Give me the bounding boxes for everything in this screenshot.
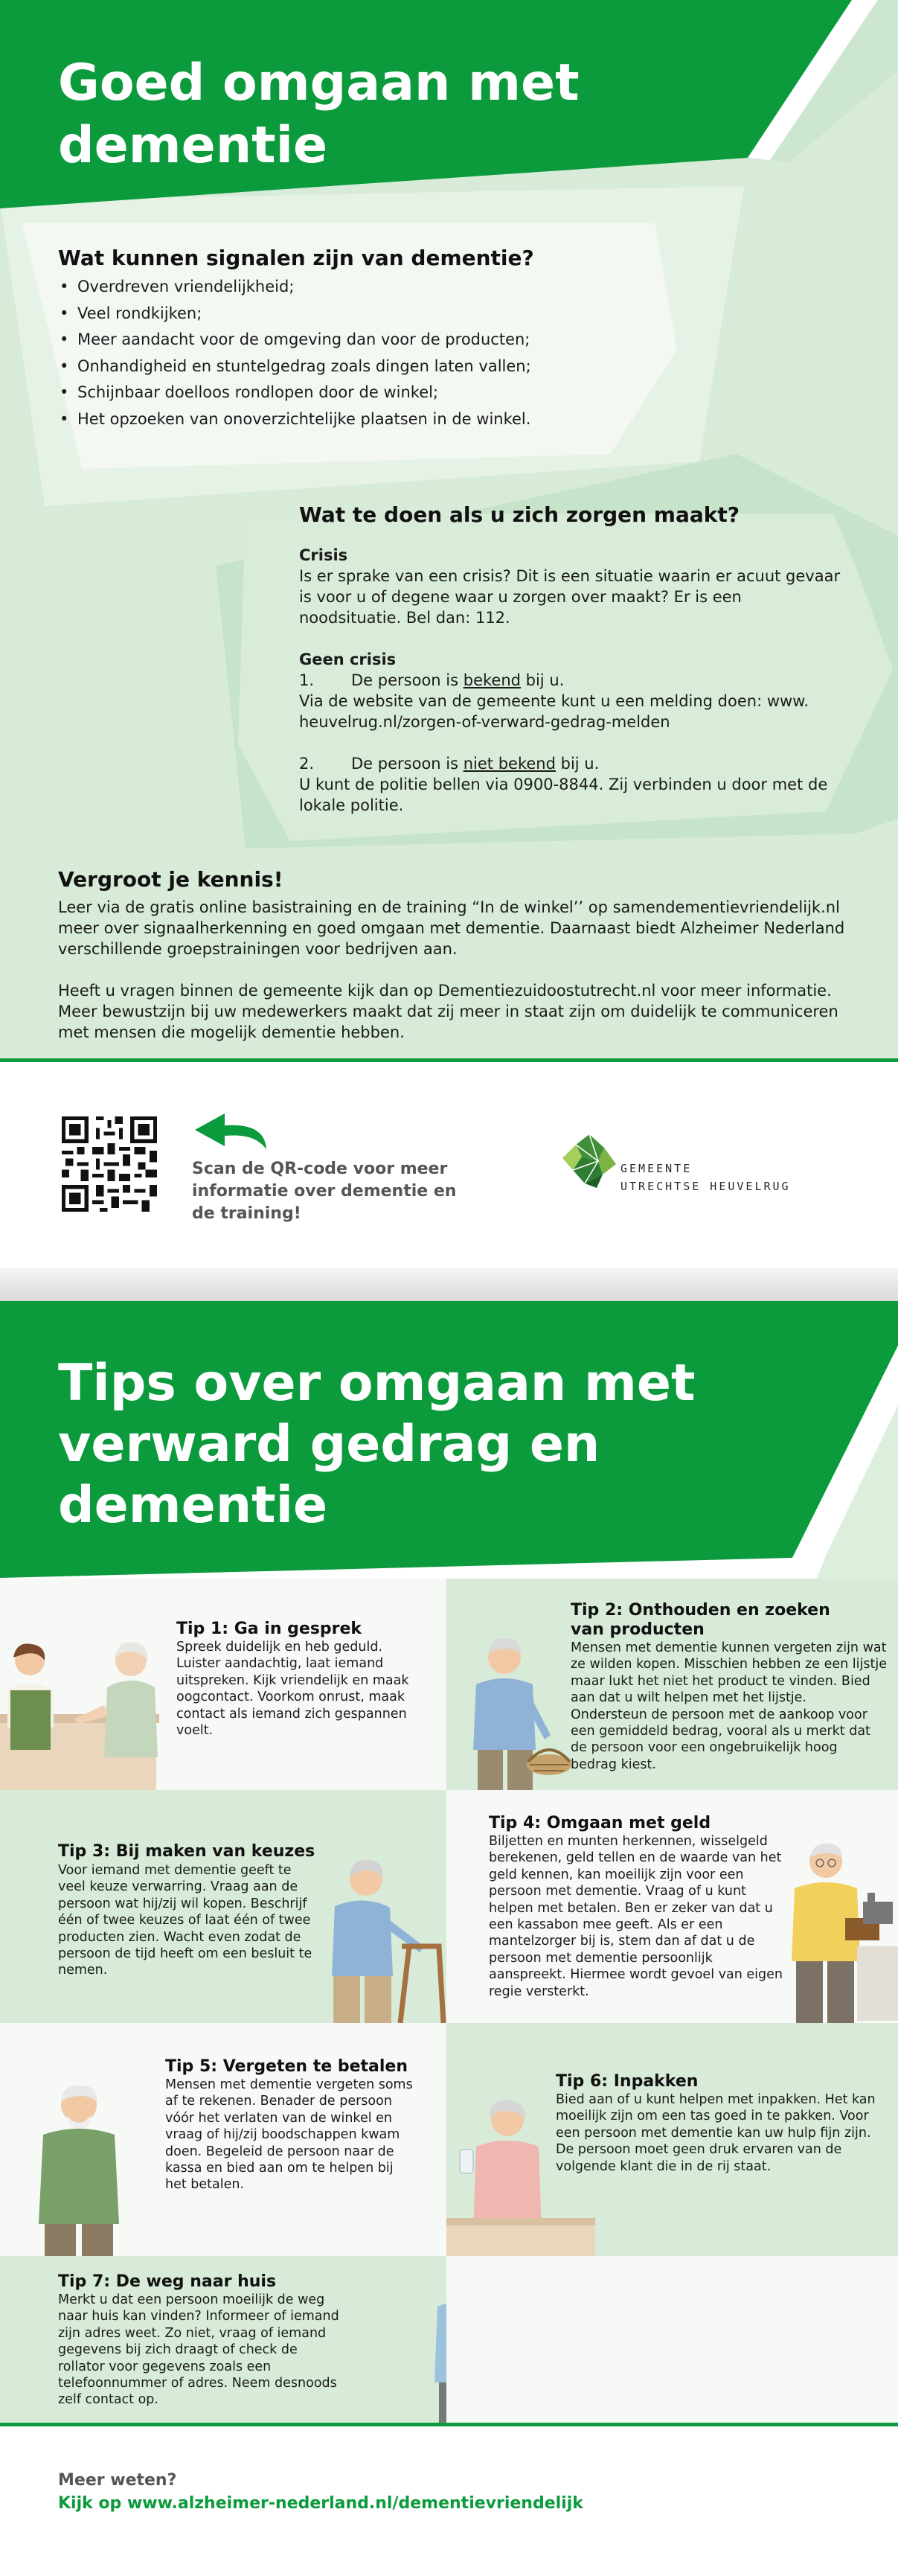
page1-main-area	[0, 0, 898, 1061]
qr-code[interactable]	[58, 1116, 161, 1212]
list-item: • Het opzoeken van onoverzichtelijke plaatsen in de winkel.	[58, 406, 668, 433]
shopping-illustration	[446, 1631, 580, 1790]
knowledge-paragraph: Heeft u vragen binnen de gemeente kijk dan op Dementiezuidoostutrecht.nl voor meer informatie. Meer bewustzijn bij uw medewerkers maakt dat zij meer in staat zijn om duidelijk te communiceren met mensen die mogelijk dementie hebben.	[58, 982, 838, 1041]
tip-text: Mensen met dementie kunnen vergeten zijn wat ze wilden kopen. Misschien hebben ze een lijstje maar lukt het niet het product te vinden. Bied aan dat u wilt helpen met het lijstje. Ondersteun de persoon met de aankoop voor een gemiddeld bedrag, vooral als u merkt dat de persoon voor een ongebruikelijk hoog bedrag kiest.	[571, 1640, 887, 1772]
no-crisis-label: Geen crisis	[299, 651, 397, 668]
list-item: • Overdreven vriendelijkheid;	[58, 274, 668, 301]
knowledge-section	[58, 897, 847, 1043]
tip-title: Tip 3: Bij maken van keuzes	[58, 1842, 315, 1861]
item-heading: De persoon is bekend bij u.	[351, 671, 565, 689]
walker-illustration	[312, 1850, 446, 2023]
tip-card	[446, 1790, 898, 2023]
crisis-text: Is er sprake van een crisis? Dit is een situatie waarin er acuut gevaar is voor u of degene waar u zorgen over maakt? Er is een noodsituatie. Bel dan: 112.	[299, 567, 841, 627]
knowledge-heading: Vergroot je kennis!	[58, 867, 283, 892]
tip-text: Merkt u dat een persoon moeilijk de weg naar huis kan vinden? Informeer of iemand zijn adres weet. Zo niet, vraag of iemand gegevens bij zich draagt of check de rollator voor gegevens zoals een telefoonnummer of adres. Neem desnoods zelf contact op.	[58, 2292, 339, 2408]
paying-illustration	[774, 1835, 898, 2023]
tip-card	[0, 2256, 446, 2423]
tip-text: Voor iemand met dementie geeft te veel keuze verwarring. Vraag aan de persoon wat hij/zij wil kopen. Beschrijf één of twee keuzes of laat één of twee producten zien. Wacht even zodat de persoon de tijd heeft om een besluit te nemen.	[58, 1863, 312, 1978]
tip-card	[446, 2023, 898, 2256]
logo-mark-icon	[559, 1131, 619, 1191]
logo-line: UTRECHTSE HEUVELRUG	[620, 1180, 791, 1193]
more-info-link[interactable]: Kijk op www.alzheimer-nederland.nl/dementievriendelijk	[58, 2494, 583, 2513]
signals-heading: Wat kunnen signalen zijn van dementie?	[58, 246, 534, 270]
conversation-illustration	[0, 1638, 179, 1790]
list-item: • Schijnbaar doelloos rondlopen door de winkel;	[58, 380, 668, 406]
crisis-label: Crisis	[299, 546, 348, 564]
list-item: • Meer aandacht voor de omgeving dan voor de producten;	[58, 327, 668, 354]
list-item: • Veel rondkijken;	[58, 301, 668, 327]
tip-title: Tip 4: Omgaan met geld	[489, 1814, 711, 1832]
list-item: • Onhandigheid en stuntelgedrag zoals dingen laten vallen;	[58, 354, 668, 380]
scan-qr-text: Scan de QR-code voor meer informatie over dementie en de training!	[192, 1160, 457, 1223]
tip-text: Spreek duidelijk en heb geduld. Luister aandachtig, laat iemand uitspreken. Kijk vriendelijk en maak oogcontact. Voorkom onrust, maak contact als iemand zich gespannen voelt.	[176, 1640, 409, 1739]
item-heading: De persoon is niet bekend bij u.	[351, 755, 600, 773]
page-title: Goed omgaan met dementie	[58, 54, 580, 175]
tip-text: Mensen met dementie vergeten soms af te rekenen. Benader de persoon vóór het verlaten van de winkel en vraag of hij/zij boodschappen kwam doen. Begeleid de persoon naar de kassa en bied aan om te helpen bij het betalen.	[165, 2077, 413, 2193]
logo-wordmark	[620, 1160, 791, 1195]
municipality-logo	[559, 1125, 842, 1207]
no-crisis-item-2	[299, 753, 842, 774]
divider	[0, 2423, 898, 2426]
forgot-to-pay-illustration	[15, 2075, 149, 2256]
tip-title: Tip 1: Ga in gesprek	[176, 1620, 362, 1638]
curved-arrow-icon	[192, 1108, 271, 1152]
tip-card	[446, 1579, 898, 1790]
worry-heading: Wat te doen als u zich zorgen maakt?	[299, 502, 740, 527]
tip-text: Biljetten en munten herkennen, wisselgeld berekenen, geld tellen en de waarde van het geld kennen, kan moeilijk zijn voor een persoon met dementie. Vraag of u kunt helpen met betalen. Ben er zeker van dat u een kassabon mee geeft. Als er een mantelzorger bij is, stem dan af dat u de persoon met dementie persoonlijk aanspreekt. Hiermee wordt gevoel van eigen regie versterkt.	[489, 1834, 783, 1999]
signals-list	[58, 274, 668, 432]
no-crisis-item-1-text: Via de website van de gemeente kunt u een melding doen: www. heuvelrug.nl/zorgen-of-verward-gedrag-melden	[299, 692, 809, 731]
item-number: 2.	[299, 755, 315, 773]
no-crisis-item-1	[299, 670, 842, 691]
way-home-illustration	[417, 2263, 446, 2423]
tip-title: Tip 5: Vergeten te betalen	[165, 2057, 408, 2076]
no-crisis-item-2-text: U kunt de politie bellen via 0900-8844. Zij verbinden u door met de lokale politie.	[299, 776, 828, 814]
divider	[0, 1058, 898, 1062]
tip-title: Tip 7: De weg naar huis	[58, 2272, 277, 2291]
tip-card	[0, 1790, 446, 2023]
flyer-page-2	[0, 1301, 898, 2576]
tip-card	[0, 1579, 446, 1790]
tip-text: Bied aan of u kunt helpen met inpakken. Het kan moeilijk zijn om een tas goed in te pakken. Voor een persoon met dementie kan uw hulp fijn zijn. De persoon moet geen druk ervaren van de volgende klant die in de rij staat.	[556, 2092, 876, 2174]
empty-panel	[446, 2256, 898, 2423]
tip-card	[0, 2023, 446, 2256]
knowledge-paragraph: Leer via de gratis online basistraining en de training “In de winkel’’ op samendementievriendelijk.nl meer over signaalherkenning en goed omgaan met dementie. Daarnaast biedt Alzheimer Nederland verschillende groepstrainingen voor bedrijven aan.	[58, 898, 845, 958]
worry-section	[299, 545, 842, 816]
page-separator	[0, 1268, 898, 1301]
tip-title: Tip 6: Inpakken	[556, 2072, 699, 2091]
flyer-page-1	[0, 0, 898, 1268]
tip-title: Tip 2: Onthouden en zoeken van producten	[571, 1601, 830, 1639]
more-info-question: Meer weten?	[58, 2471, 177, 2490]
logo-line: GEMEENTE	[620, 1162, 693, 1175]
item-number: 1.	[299, 671, 315, 689]
page-title: Tips over omgaan met verward gedrag en dementie	[58, 1354, 696, 1535]
